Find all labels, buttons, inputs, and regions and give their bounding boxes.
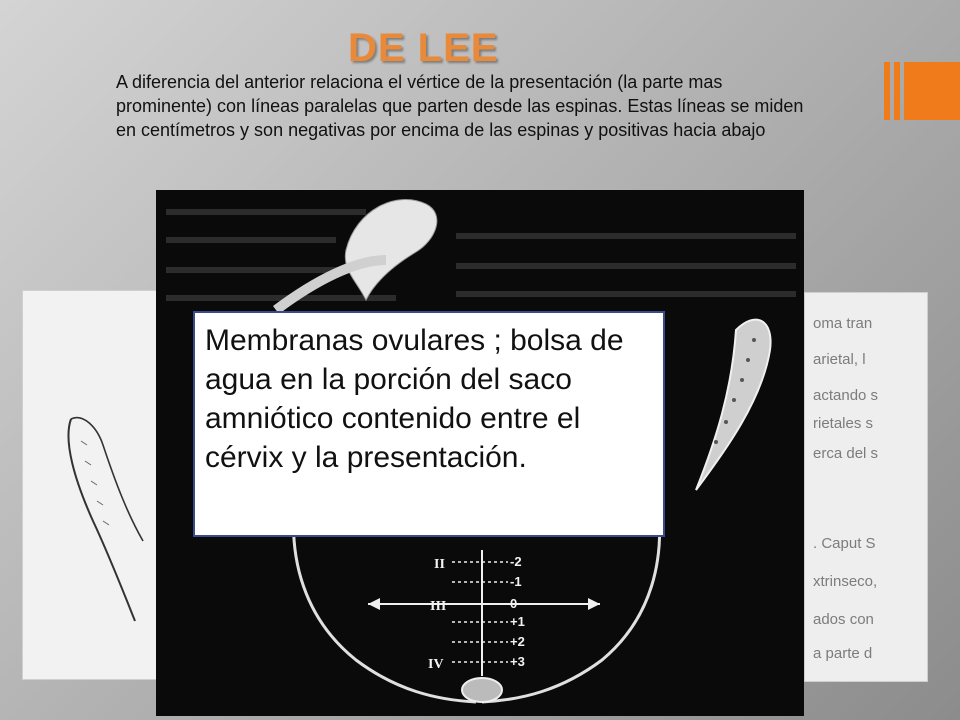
station-label: 0 — [510, 596, 518, 611]
orange-accent-decoration — [884, 62, 960, 120]
plane-label: III — [430, 599, 447, 614]
scan-text-line: xtrinseco, — [813, 573, 878, 590]
arrowhead-right — [588, 598, 600, 610]
scan-text-line: rietales s — [813, 415, 874, 432]
membranes-definition-callout: Membranas ovulares ; bolsa de agua en la porción del saco amniótico contenido entre el cérvix y la presentación. — [193, 311, 665, 537]
plane-label: IV — [428, 657, 444, 672]
scan-text-line: ados con — [813, 611, 874, 628]
background-text-texture — [166, 212, 796, 298]
pelvis-sketch-left — [23, 291, 157, 679]
slide-title: DE LEE — [348, 26, 499, 70]
plane-label: II — [434, 557, 445, 572]
accent-bar — [884, 62, 890, 120]
intro-paragraph: A diferencia del anterior relaciona el vértice de la presentación (la parte mas prominente) con líneas paralelas que parten desde las espinas. Estas líneas se miden en centímetros y son negativas por encima de las espinas y positivas hacia abajo — [116, 72, 804, 140]
pubic-symphysis — [462, 678, 502, 702]
station-label: +1 — [510, 614, 525, 629]
scan-text-line: oma tran — [813, 315, 873, 332]
scan-text-line: erca del s — [813, 445, 879, 462]
iliac-wing-right — [696, 320, 771, 490]
accent-block — [904, 62, 960, 120]
station-lines — [452, 562, 508, 662]
station-label: -1 — [510, 574, 522, 589]
scanned-page-left — [22, 290, 158, 680]
scan-text-line: a parte d — [813, 645, 873, 662]
scan-text-line: actando s — [813, 387, 879, 404]
arrowhead-left — [368, 598, 380, 610]
scanned-page-right — [804, 292, 928, 682]
scan-text-line: arietal, l — [813, 351, 866, 368]
station-label: -2 — [510, 554, 522, 569]
station-label: +2 — [510, 634, 525, 649]
scan-text-line: . Caput S — [813, 535, 876, 552]
accent-bar — [894, 62, 900, 120]
station-label: +3 — [510, 654, 525, 669]
